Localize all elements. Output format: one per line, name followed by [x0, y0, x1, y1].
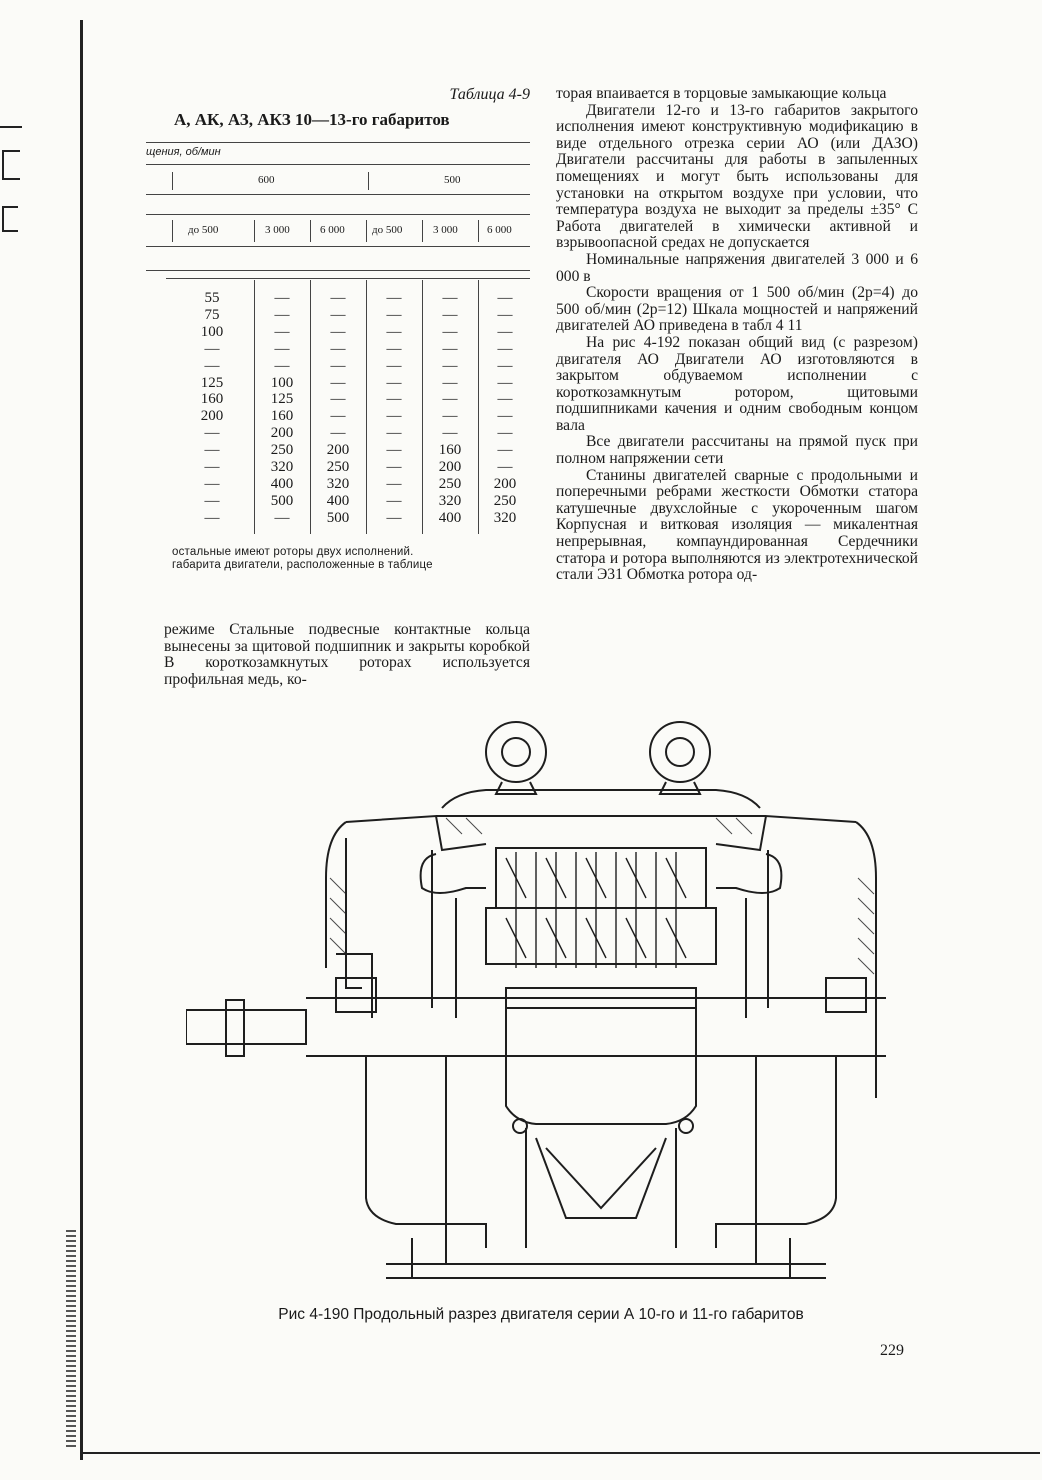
- table-cell: —: [442, 357, 458, 374]
- table-cell: —: [497, 391, 513, 408]
- power-col-header: до 500: [188, 224, 219, 236]
- table-note: габарита двигатели, расположенные в таблице: [172, 559, 433, 571]
- table-cell: 400: [270, 475, 294, 492]
- bottom-margin-line: [80, 1452, 1040, 1454]
- paragraph: Все двигатели рассчитаны на прямой пуск при полном напряжении сети: [556, 433, 918, 468]
- table-column-1: [256, 290, 308, 527]
- paragraph: Станины двигателей сварные с продольными и поперечными ребрами жесткости Обмотки статора катушечные двухслойные с укороченным шагом Корпусная и витковая изоляция — микалентная непрерывная, компаундированная Сердечники статора и ротора выполняются из электротехнической стали Э31 Обмотка ротора од-: [556, 466, 918, 584]
- table-cell: —: [386, 391, 402, 408]
- table-cell: —: [442, 290, 458, 306]
- table-cell: —: [386, 357, 402, 374]
- table-cell: —: [274, 340, 290, 357]
- table-cell: —: [204, 492, 220, 509]
- table-cell: —: [497, 340, 513, 357]
- motor-section-drawing: [186, 718, 886, 1298]
- table-cell: —: [386, 459, 402, 476]
- table-cell: 100: [270, 374, 294, 391]
- paragraph: На рис 4-192 показан общий вид (с разрезом) двигателя АО Двигатели АО изготовляются в закрытом обдуваемом исполнении с короткозамкнутым ротором, щитовыми подшипниками качения и одним свободным концом вала: [556, 333, 918, 434]
- table-cell: 125: [200, 374, 224, 391]
- power-col-header: 6 000: [320, 224, 345, 236]
- table-cell: —: [330, 408, 346, 425]
- table-cell: —: [386, 475, 402, 492]
- table-cell: —: [442, 408, 458, 425]
- power-col-header: 3 000: [433, 224, 458, 236]
- table-subheader: щения, об/мин: [146, 146, 221, 158]
- table-cell: —: [442, 391, 458, 408]
- table-cell: —: [386, 290, 402, 306]
- table-column-3: [368, 290, 420, 527]
- table-column-0: [182, 290, 242, 527]
- table-cell: —: [204, 475, 220, 492]
- table-label: Таблица 4-9: [449, 86, 530, 103]
- speed-group-600: 600: [258, 174, 275, 186]
- table-cell: 250: [438, 475, 462, 492]
- table-cell: —: [274, 290, 290, 306]
- table-cell: —: [442, 323, 458, 340]
- table-cell: 250: [326, 459, 350, 476]
- table-cell: —: [204, 357, 220, 374]
- table-column-4: [424, 290, 476, 527]
- table-cell: —: [330, 391, 346, 408]
- scan-mark: [0, 126, 22, 128]
- table-cell: 100: [200, 323, 224, 340]
- scan-mark: [2, 150, 20, 152]
- table-cell: —: [497, 374, 513, 391]
- table-cell: 400: [326, 492, 350, 509]
- table-cell: —: [386, 374, 402, 391]
- table-cell: —: [386, 306, 402, 323]
- scan-mark: [66, 1230, 76, 1450]
- table-cell: —: [497, 290, 513, 306]
- table-notes: [172, 546, 530, 572]
- table-cell: 250: [493, 492, 517, 509]
- table-cell: —: [274, 306, 290, 323]
- table-cell: —: [442, 425, 458, 442]
- table-cell: —: [497, 459, 513, 476]
- table-cell: 200: [493, 475, 517, 492]
- table-cell: 320: [326, 475, 350, 492]
- table-cell: —: [204, 340, 220, 357]
- table-cell: —: [330, 357, 346, 374]
- table-cell: 160: [200, 391, 224, 408]
- table-cell: —: [497, 425, 513, 442]
- table-cell: —: [386, 340, 402, 357]
- left-column-text: режиме Стальные подвесные контактные кольца вынесены за щитовой подшипник и закрыты коробкой В короткозамкнутых роторах используется профильная медь, ко-: [164, 621, 530, 688]
- power-col-header: 3 000: [265, 224, 290, 236]
- table-cell: —: [386, 323, 402, 340]
- table-cell: —: [386, 425, 402, 442]
- table-cell: 200: [326, 442, 350, 459]
- table-cell: —: [497, 442, 513, 459]
- table-cell: —: [330, 306, 346, 323]
- table-cell: 250: [270, 442, 294, 459]
- table-cell: 55: [204, 290, 220, 306]
- power-col-header: до 500: [372, 224, 403, 236]
- table-cell: —: [330, 323, 346, 340]
- table-cell: —: [386, 442, 402, 459]
- table-cell: —: [204, 442, 220, 459]
- table-cell: 75: [204, 306, 220, 323]
- paragraph: Номинальные напряжения двигателей 3 000 и 6 000 в: [556, 250, 918, 285]
- figure-caption: Рис 4-190 Продольный разрез двигателя серии А 10-го и 11-го габаритов: [278, 1306, 804, 1323]
- scan-mark: [2, 230, 18, 232]
- table-cell: 200: [270, 425, 294, 442]
- table-cell: 160: [438, 442, 462, 459]
- table-cell: 320: [493, 509, 517, 526]
- table-note: остальные имеют роторы двух исполнений.: [172, 546, 414, 558]
- table-cell: —: [497, 357, 513, 374]
- table-column-2: [312, 290, 364, 527]
- table-cell: —: [204, 509, 220, 526]
- table-cell: —: [442, 374, 458, 391]
- table-cell: —: [497, 306, 513, 323]
- table-cell: —: [497, 323, 513, 340]
- table-cell: 320: [270, 459, 294, 476]
- power-table: [146, 138, 530, 538]
- paragraph: Скорости вращения от 1 500 об/мин (2p=4) до 500 об/мин (2p=12) Шкала мощностей и напряжений двигателей АО приведена в табл 4 11: [556, 284, 918, 335]
- power-col-header: 6 000: [487, 224, 512, 236]
- table-cell: —: [442, 306, 458, 323]
- table-cell: —: [442, 340, 458, 357]
- table-cell: —: [274, 323, 290, 340]
- page-number: 229: [880, 1342, 904, 1359]
- table-cell: 320: [438, 492, 462, 509]
- table-cell: —: [204, 459, 220, 476]
- table-cell: —: [386, 492, 402, 509]
- table-cell: —: [386, 408, 402, 425]
- left-margin-line: [80, 20, 83, 1460]
- table-cell: 125: [270, 391, 294, 408]
- table-column-5: [480, 290, 530, 527]
- table-cell: —: [274, 357, 290, 374]
- table-cell: —: [330, 290, 346, 306]
- table-cell: 160: [270, 408, 294, 425]
- table-cell: 200: [438, 459, 462, 476]
- table-cell: —: [204, 425, 220, 442]
- scan-mark: [2, 178, 20, 180]
- paragraph: Двигатели 12-го и 13-го габаритов закрытого исполнения имеют конструктивную модификацию в виде отдельного отрезка серии АО (или ДАЗО) Двигатели рассчитаны для работы в запыленных помещениях и могут быть использованы для установки на открытом воздухе при условии, что температура воздуха не выходит за пределы ±35° С Работа двигателей в химически активной и взрывоопасной средах не допускается: [556, 101, 918, 252]
- table-cell: 500: [270, 492, 294, 509]
- table-cell: —: [386, 509, 402, 526]
- scan-mark: [2, 206, 18, 208]
- table-cell: —: [330, 340, 346, 357]
- scan-mark: [2, 206, 4, 232]
- table-cell: —: [274, 509, 290, 526]
- paragraph: торая впаивается в торцовые замыкающие кольца: [556, 85, 887, 102]
- table-cell: —: [330, 374, 346, 391]
- scan-mark: [2, 150, 4, 180]
- table-cell: 200: [200, 408, 224, 425]
- table-cell: —: [497, 408, 513, 425]
- table-cell: 400: [438, 509, 462, 526]
- speed-group-500: 500: [444, 174, 461, 186]
- right-column: [556, 86, 918, 584]
- table-cell: —: [330, 425, 346, 442]
- table-heading: А, АК, АЗ, АКЗ 10—13-го габаритов: [174, 110, 450, 129]
- table-cell: 500: [326, 509, 350, 526]
